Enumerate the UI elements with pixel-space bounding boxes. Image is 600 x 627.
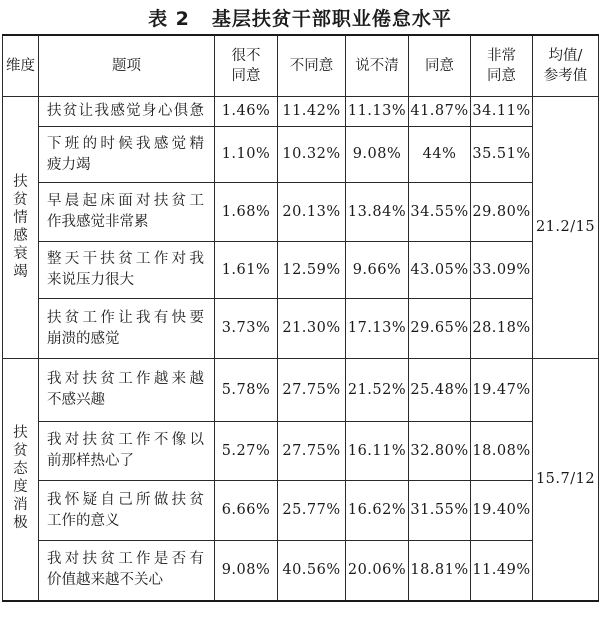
header-disagree: 不同意 (278, 35, 346, 97)
value-agree: 32.80% (409, 422, 471, 481)
item-cell: 我对扶贫工作不像以 前那样热心了 (39, 422, 215, 481)
value-strongly-agree: 28.18% (471, 299, 533, 359)
value-agree: 29.65% (409, 299, 471, 359)
value-strongly-disagree: 1.46% (215, 97, 278, 127)
value-unsure: 13.84% (346, 183, 409, 242)
table-row (3, 541, 599, 601)
dimension-cell: 扶贫情感衰竭 (3, 97, 39, 359)
value-disagree: 25.77% (278, 481, 346, 541)
table-row (3, 183, 599, 242)
value-unsure: 20.06% (346, 541, 409, 601)
header-dimension: 维度 (3, 35, 39, 97)
value-unsure: 16.62% (346, 481, 409, 541)
dimension-cell: 扶贫态度消极 (3, 359, 39, 601)
value-agree: 44% (409, 127, 471, 183)
value-strongly-disagree: 9.08% (215, 541, 278, 601)
value-unsure: 16.11% (346, 422, 409, 481)
value-unsure: 21.52% (346, 359, 409, 422)
value-strongly-disagree: 5.78% (215, 359, 278, 422)
value-disagree: 27.75% (278, 422, 346, 481)
value-agree: 31.55% (409, 481, 471, 541)
value-strongly-agree: 33.09% (471, 242, 533, 299)
value-strongly-disagree: 6.66% (215, 481, 278, 541)
value-unsure: 9.66% (346, 242, 409, 299)
burnout-table (2, 34, 599, 602)
value-unsure: 9.08% (346, 127, 409, 183)
value-agree: 34.55% (409, 183, 471, 242)
value-strongly-agree: 11.49% (471, 541, 533, 601)
item-cell: 我对扶贫工作是否有 价值越来越不关心 (39, 541, 215, 601)
value-unsure: 11.13% (346, 97, 409, 127)
value-strongly-disagree: 5.27% (215, 422, 278, 481)
table-row (3, 359, 599, 422)
value-disagree: 20.13% (278, 183, 346, 242)
table-caption (0, 4, 600, 31)
value-strongly-agree: 29.80% (471, 183, 533, 242)
item-cell: 我怀疑自己所做扶贫 工作的意义 (39, 481, 215, 541)
value-disagree: 21.30% (278, 299, 346, 359)
value-strongly-agree: 34.11% (471, 97, 533, 127)
header-strongly-agree: 非常 同意 (471, 35, 533, 97)
header-strongly-disagree: 很不 同意 (215, 35, 278, 97)
value-agree: 43.05% (409, 242, 471, 299)
header-agree: 同意 (409, 35, 471, 97)
value-strongly-agree: 35.51% (471, 127, 533, 183)
table-number: 表 2 (148, 8, 190, 30)
header-mean-reference: 均值/ 参考值 (533, 35, 599, 97)
table-row (3, 422, 599, 481)
value-strongly-agree: 18.08% (471, 422, 533, 481)
value-strongly-disagree: 1.68% (215, 183, 278, 242)
value-strongly-agree: 19.40% (471, 481, 533, 541)
item-cell: 下班的时候我感觉精 疲力竭 (39, 127, 215, 183)
mean-reference-cell: 15.7/12 (533, 359, 599, 601)
table-row (3, 97, 599, 127)
table-row (3, 127, 599, 183)
value-disagree: 12.59% (278, 242, 346, 299)
header-item: 题项 (39, 35, 215, 97)
value-agree: 25.48% (409, 359, 471, 422)
table-row (3, 299, 599, 359)
value-disagree: 11.42% (278, 97, 346, 127)
table-row (3, 242, 599, 299)
value-disagree: 40.56% (278, 541, 346, 601)
header-row (3, 35, 599, 97)
value-strongly-disagree: 1.10% (215, 127, 278, 183)
item-cell: 整天干扶贫工作对我 来说压力很大 (39, 242, 215, 299)
header-unsure: 说不清 (346, 35, 409, 97)
value-agree: 18.81% (409, 541, 471, 601)
value-strongly-agree: 19.47% (471, 359, 533, 422)
value-disagree: 10.32% (278, 127, 346, 183)
item-cell: 早晨起床面对扶贫工 作我感觉非常累 (39, 183, 215, 242)
value-unsure: 17.13% (346, 299, 409, 359)
value-strongly-disagree: 1.61% (215, 242, 278, 299)
table-row (3, 481, 599, 541)
value-strongly-disagree: 3.73% (215, 299, 278, 359)
table-title: 基层扶贫干部职业倦怠水平 (211, 8, 452, 30)
mean-reference-cell: 21.2/15 (533, 97, 599, 359)
value-agree: 41.87% (409, 97, 471, 127)
item-cell: 我对扶贫工作越来越 不感兴趣 (39, 359, 215, 422)
item-cell: 扶贫让我感觉身心俱惫 (39, 97, 215, 127)
value-disagree: 27.75% (278, 359, 346, 422)
item-cell: 扶贫工作让我有快要 崩溃的感觉 (39, 299, 215, 359)
